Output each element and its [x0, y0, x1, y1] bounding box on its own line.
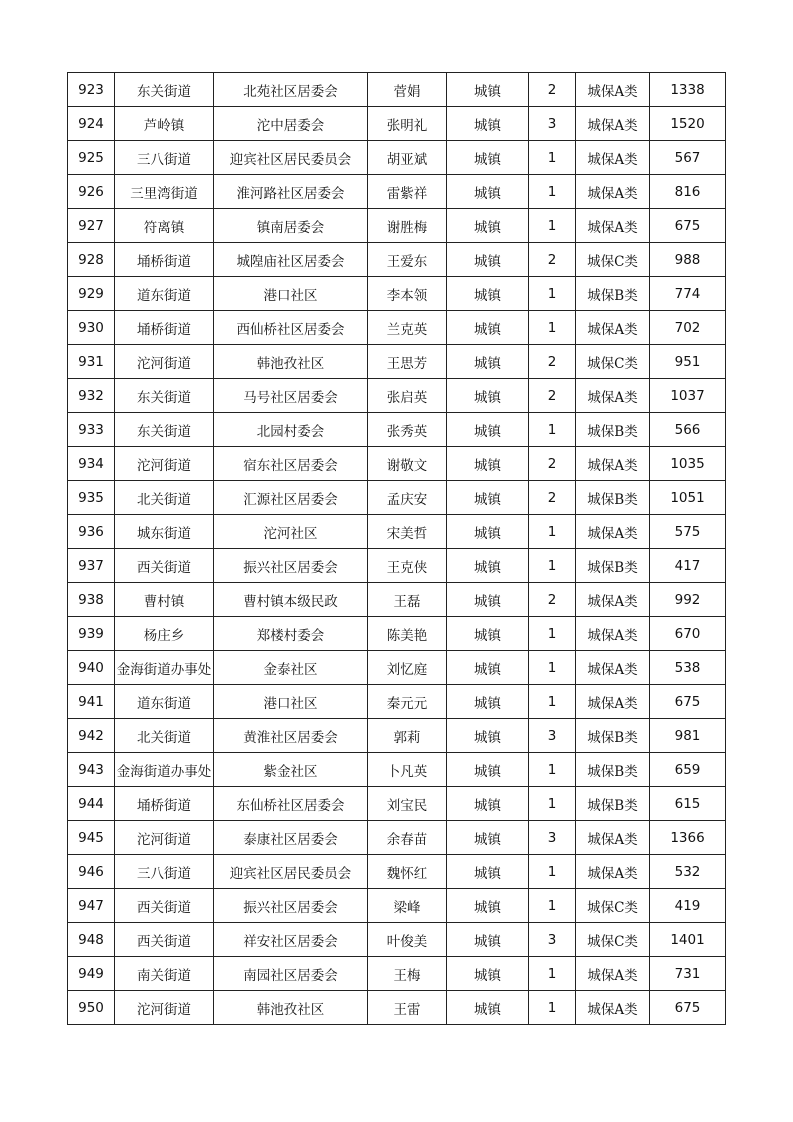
table-row	[68, 991, 726, 1025]
area-type-cell: 城镇	[447, 753, 529, 787]
household-count-cell: 1	[529, 651, 576, 685]
community-cell: 城隍庙社区居委会	[214, 243, 368, 277]
household-count-cell: 1	[529, 209, 576, 243]
category-cell: 城保A类	[576, 107, 650, 141]
area-type-cell: 城镇	[447, 175, 529, 209]
amount-cell: 774	[650, 277, 726, 311]
category-cell: 城保C类	[576, 345, 650, 379]
community-cell: 镇南居委会	[214, 209, 368, 243]
row-number-cell: 944	[68, 787, 115, 821]
category-cell: 城保C类	[576, 889, 650, 923]
table-row	[68, 311, 726, 345]
row-number-cell: 931	[68, 345, 115, 379]
category-cell: 城保A类	[576, 651, 650, 685]
street-cell: 西关街道	[115, 923, 214, 957]
household-count-cell: 1	[529, 991, 576, 1025]
category-cell: 城保B类	[576, 753, 650, 787]
household-count-cell: 2	[529, 243, 576, 277]
row-number-cell: 949	[68, 957, 115, 991]
street-cell: 道东街道	[115, 685, 214, 719]
area-type-cell: 城镇	[447, 141, 529, 175]
name-cell: 兰克英	[368, 311, 447, 345]
name-cell: 叶俊美	[368, 923, 447, 957]
community-cell: 西仙桥社区居委会	[214, 311, 368, 345]
area-type-cell: 城镇	[447, 719, 529, 753]
community-cell: 曹村镇本级民政	[214, 583, 368, 617]
amount-cell: 951	[650, 345, 726, 379]
name-cell: 谢敬文	[368, 447, 447, 481]
street-cell: 西关街道	[115, 889, 214, 923]
category-cell: 城保A类	[576, 957, 650, 991]
name-cell: 胡亚斌	[368, 141, 447, 175]
row-number-cell: 933	[68, 413, 115, 447]
name-cell: 李本领	[368, 277, 447, 311]
street-cell: 沱河街道	[115, 345, 214, 379]
street-cell: 西关街道	[115, 549, 214, 583]
row-number-cell: 935	[68, 481, 115, 515]
row-number-cell: 932	[68, 379, 115, 413]
row-number-cell: 927	[68, 209, 115, 243]
area-type-cell: 城镇	[447, 345, 529, 379]
household-count-cell: 1	[529, 889, 576, 923]
category-cell: 城保A类	[576, 379, 650, 413]
street-cell: 北关街道	[115, 719, 214, 753]
amount-cell: 675	[650, 991, 726, 1025]
table-row	[68, 889, 726, 923]
name-cell: 谢胜梅	[368, 209, 447, 243]
community-cell: 沱河社区	[214, 515, 368, 549]
name-cell: 梁峰	[368, 889, 447, 923]
table-row	[68, 345, 726, 379]
community-cell: 马号社区居委会	[214, 379, 368, 413]
area-type-cell: 城镇	[447, 651, 529, 685]
amount-cell: 575	[650, 515, 726, 549]
household-count-cell: 1	[529, 753, 576, 787]
category-cell: 城保A类	[576, 447, 650, 481]
household-count-cell: 1	[529, 957, 576, 991]
name-cell: 秦元元	[368, 685, 447, 719]
category-cell: 城保B类	[576, 277, 650, 311]
community-cell: 宿东社区居委会	[214, 447, 368, 481]
household-count-cell: 2	[529, 583, 576, 617]
row-number-cell: 934	[68, 447, 115, 481]
table-row	[68, 957, 726, 991]
table-row	[68, 413, 726, 447]
community-cell: 淮河路社区居委会	[214, 175, 368, 209]
category-cell: 城保B类	[576, 481, 650, 515]
street-cell: 三八街道	[115, 141, 214, 175]
category-cell: 城保A类	[576, 821, 650, 855]
amount-cell: 1051	[650, 481, 726, 515]
area-type-cell: 城镇	[447, 481, 529, 515]
community-cell: 黄淮社区居委会	[214, 719, 368, 753]
table-row	[68, 379, 726, 413]
amount-cell: 1520	[650, 107, 726, 141]
amount-cell: 1035	[650, 447, 726, 481]
household-count-cell: 1	[529, 855, 576, 889]
name-cell: 陈美艳	[368, 617, 447, 651]
row-number-cell: 939	[68, 617, 115, 651]
community-cell: 韩池孜社区	[214, 991, 368, 1025]
category-cell: 城保C类	[576, 243, 650, 277]
area-type-cell: 城镇	[447, 277, 529, 311]
community-cell: 振兴社区居委会	[214, 889, 368, 923]
category-cell: 城保A类	[576, 209, 650, 243]
street-cell: 东关街道	[115, 413, 214, 447]
table-row	[68, 515, 726, 549]
amount-cell: 988	[650, 243, 726, 277]
household-count-cell: 1	[529, 685, 576, 719]
area-type-cell: 城镇	[447, 447, 529, 481]
area-type-cell: 城镇	[447, 209, 529, 243]
category-cell: 城保B类	[576, 719, 650, 753]
table-row	[68, 753, 726, 787]
community-cell: 韩池孜社区	[214, 345, 368, 379]
category-cell: 城保A类	[576, 311, 650, 345]
area-type-cell: 城镇	[447, 379, 529, 413]
area-type-cell: 城镇	[447, 923, 529, 957]
street-cell: 芦岭镇	[115, 107, 214, 141]
table-row	[68, 719, 726, 753]
household-count-cell: 3	[529, 719, 576, 753]
household-count-cell: 2	[529, 447, 576, 481]
area-type-cell: 城镇	[447, 889, 529, 923]
name-cell: 卜凡英	[368, 753, 447, 787]
row-number-cell: 950	[68, 991, 115, 1025]
table-row	[68, 481, 726, 515]
amount-cell: 419	[650, 889, 726, 923]
name-cell: 王爱东	[368, 243, 447, 277]
street-cell: 埇桥街道	[115, 787, 214, 821]
table-row	[68, 617, 726, 651]
street-cell: 沱河街道	[115, 991, 214, 1025]
community-cell: 北园村委会	[214, 413, 368, 447]
community-cell: 紫金社区	[214, 753, 368, 787]
street-cell: 符离镇	[115, 209, 214, 243]
household-count-cell: 1	[529, 311, 576, 345]
community-cell: 沱中居委会	[214, 107, 368, 141]
street-cell: 南关街道	[115, 957, 214, 991]
amount-cell: 1366	[650, 821, 726, 855]
row-number-cell: 941	[68, 685, 115, 719]
amount-cell: 731	[650, 957, 726, 991]
category-cell: 城保A类	[576, 141, 650, 175]
name-cell: 张启英	[368, 379, 447, 413]
household-count-cell: 1	[529, 515, 576, 549]
row-number-cell: 940	[68, 651, 115, 685]
table-row	[68, 175, 726, 209]
community-cell: 金泰社区	[214, 651, 368, 685]
row-number-cell: 936	[68, 515, 115, 549]
community-cell: 东仙桥社区居委会	[214, 787, 368, 821]
name-cell: 王磊	[368, 583, 447, 617]
amount-cell: 615	[650, 787, 726, 821]
name-cell: 王克侠	[368, 549, 447, 583]
street-cell: 道东街道	[115, 277, 214, 311]
household-count-cell: 1	[529, 549, 576, 583]
category-cell: 城保B类	[576, 787, 650, 821]
amount-cell: 566	[650, 413, 726, 447]
area-type-cell: 城镇	[447, 311, 529, 345]
area-type-cell: 城镇	[447, 991, 529, 1025]
community-cell: 南园社区居委会	[214, 957, 368, 991]
street-cell: 埇桥街道	[115, 311, 214, 345]
table-row	[68, 685, 726, 719]
area-type-cell: 城镇	[447, 413, 529, 447]
area-type-cell: 城镇	[447, 243, 529, 277]
row-number-cell: 938	[68, 583, 115, 617]
category-cell: 城保C类	[576, 923, 650, 957]
table-row	[68, 923, 726, 957]
street-cell: 东关街道	[115, 73, 214, 107]
table-row	[68, 549, 726, 583]
amount-cell: 670	[650, 617, 726, 651]
community-cell: 振兴社区居委会	[214, 549, 368, 583]
category-cell: 城保B类	[576, 549, 650, 583]
name-cell: 郭莉	[368, 719, 447, 753]
name-cell: 孟庆安	[368, 481, 447, 515]
row-number-cell: 924	[68, 107, 115, 141]
row-number-cell: 946	[68, 855, 115, 889]
category-cell: 城保A类	[576, 685, 650, 719]
amount-cell: 816	[650, 175, 726, 209]
household-count-cell: 2	[529, 345, 576, 379]
table-row	[68, 141, 726, 175]
row-number-cell: 948	[68, 923, 115, 957]
area-type-cell: 城镇	[447, 583, 529, 617]
amount-cell: 1338	[650, 73, 726, 107]
table-row	[68, 243, 726, 277]
household-count-cell: 2	[529, 73, 576, 107]
community-cell: 泰康社区居委会	[214, 821, 368, 855]
community-cell: 北苑社区居委会	[214, 73, 368, 107]
amount-cell: 981	[650, 719, 726, 753]
street-cell: 城东街道	[115, 515, 214, 549]
table-row	[68, 107, 726, 141]
street-cell: 杨庄乡	[115, 617, 214, 651]
table-row	[68, 787, 726, 821]
household-count-cell: 1	[529, 277, 576, 311]
area-type-cell: 城镇	[447, 685, 529, 719]
area-type-cell: 城镇	[447, 515, 529, 549]
row-number-cell: 937	[68, 549, 115, 583]
table-row	[68, 73, 726, 107]
row-number-cell: 945	[68, 821, 115, 855]
name-cell: 王思芳	[368, 345, 447, 379]
name-cell: 余春苗	[368, 821, 447, 855]
amount-cell: 659	[650, 753, 726, 787]
category-cell: 城保A类	[576, 991, 650, 1025]
amount-cell: 532	[650, 855, 726, 889]
household-count-cell: 3	[529, 821, 576, 855]
table-row	[68, 209, 726, 243]
row-number-cell: 930	[68, 311, 115, 345]
name-cell: 刘宝民	[368, 787, 447, 821]
amount-cell: 675	[650, 209, 726, 243]
area-type-cell: 城镇	[447, 855, 529, 889]
row-number-cell: 942	[68, 719, 115, 753]
table-row	[68, 583, 726, 617]
category-cell: 城保A类	[576, 855, 650, 889]
household-count-cell: 1	[529, 141, 576, 175]
row-number-cell: 926	[68, 175, 115, 209]
amount-cell: 417	[650, 549, 726, 583]
household-count-cell: 2	[529, 481, 576, 515]
name-cell: 魏怀红	[368, 855, 447, 889]
records-table	[67, 72, 726, 1025]
row-number-cell: 928	[68, 243, 115, 277]
area-type-cell: 城镇	[447, 957, 529, 991]
household-count-cell: 2	[529, 379, 576, 413]
street-cell: 北关街道	[115, 481, 214, 515]
community-cell: 迎宾社区居民委员会	[214, 141, 368, 175]
area-type-cell: 城镇	[447, 549, 529, 583]
amount-cell: 675	[650, 685, 726, 719]
street-cell: 金海街道办事处	[115, 651, 214, 685]
category-cell: 城保B类	[576, 413, 650, 447]
community-cell: 港口社区	[214, 685, 368, 719]
category-cell: 城保A类	[576, 175, 650, 209]
street-cell: 东关街道	[115, 379, 214, 413]
street-cell: 金海街道办事处	[115, 753, 214, 787]
name-cell: 王雷	[368, 991, 447, 1025]
household-count-cell: 1	[529, 175, 576, 209]
amount-cell: 1037	[650, 379, 726, 413]
category-cell: 城保A类	[576, 515, 650, 549]
name-cell: 王梅	[368, 957, 447, 991]
household-count-cell: 1	[529, 413, 576, 447]
street-cell: 沱河街道	[115, 447, 214, 481]
amount-cell: 1401	[650, 923, 726, 957]
category-cell: 城保A类	[576, 617, 650, 651]
community-cell: 汇源社区居委会	[214, 481, 368, 515]
community-cell: 郑楼村委会	[214, 617, 368, 651]
street-cell: 三里湾街道	[115, 175, 214, 209]
amount-cell: 992	[650, 583, 726, 617]
street-cell: 埇桥街道	[115, 243, 214, 277]
name-cell: 雷紫祥	[368, 175, 447, 209]
area-type-cell: 城镇	[447, 787, 529, 821]
table-body	[68, 73, 726, 1025]
name-cell: 刘忆庭	[368, 651, 447, 685]
category-cell: 城保A类	[576, 583, 650, 617]
row-number-cell: 923	[68, 73, 115, 107]
community-cell: 祥安社区居委会	[214, 923, 368, 957]
row-number-cell: 925	[68, 141, 115, 175]
community-cell: 迎宾社区居民委员会	[214, 855, 368, 889]
area-type-cell: 城镇	[447, 821, 529, 855]
street-cell: 沱河街道	[115, 821, 214, 855]
amount-cell: 567	[650, 141, 726, 175]
name-cell: 张秀英	[368, 413, 447, 447]
household-count-cell: 3	[529, 923, 576, 957]
category-cell: 城保A类	[576, 73, 650, 107]
table-row	[68, 855, 726, 889]
table-row	[68, 651, 726, 685]
household-count-cell: 1	[529, 787, 576, 821]
name-cell: 宋美哲	[368, 515, 447, 549]
name-cell: 张明礼	[368, 107, 447, 141]
household-count-cell: 1	[529, 617, 576, 651]
row-number-cell: 929	[68, 277, 115, 311]
row-number-cell: 943	[68, 753, 115, 787]
table-row	[68, 447, 726, 481]
amount-cell: 538	[650, 651, 726, 685]
street-cell: 三八街道	[115, 855, 214, 889]
area-type-cell: 城镇	[447, 617, 529, 651]
table-row	[68, 821, 726, 855]
street-cell: 曹村镇	[115, 583, 214, 617]
amount-cell: 702	[650, 311, 726, 345]
area-type-cell: 城镇	[447, 73, 529, 107]
table-row	[68, 277, 726, 311]
community-cell: 港口社区	[214, 277, 368, 311]
area-type-cell: 城镇	[447, 107, 529, 141]
row-number-cell: 947	[68, 889, 115, 923]
household-count-cell: 3	[529, 107, 576, 141]
name-cell: 菅娟	[368, 73, 447, 107]
